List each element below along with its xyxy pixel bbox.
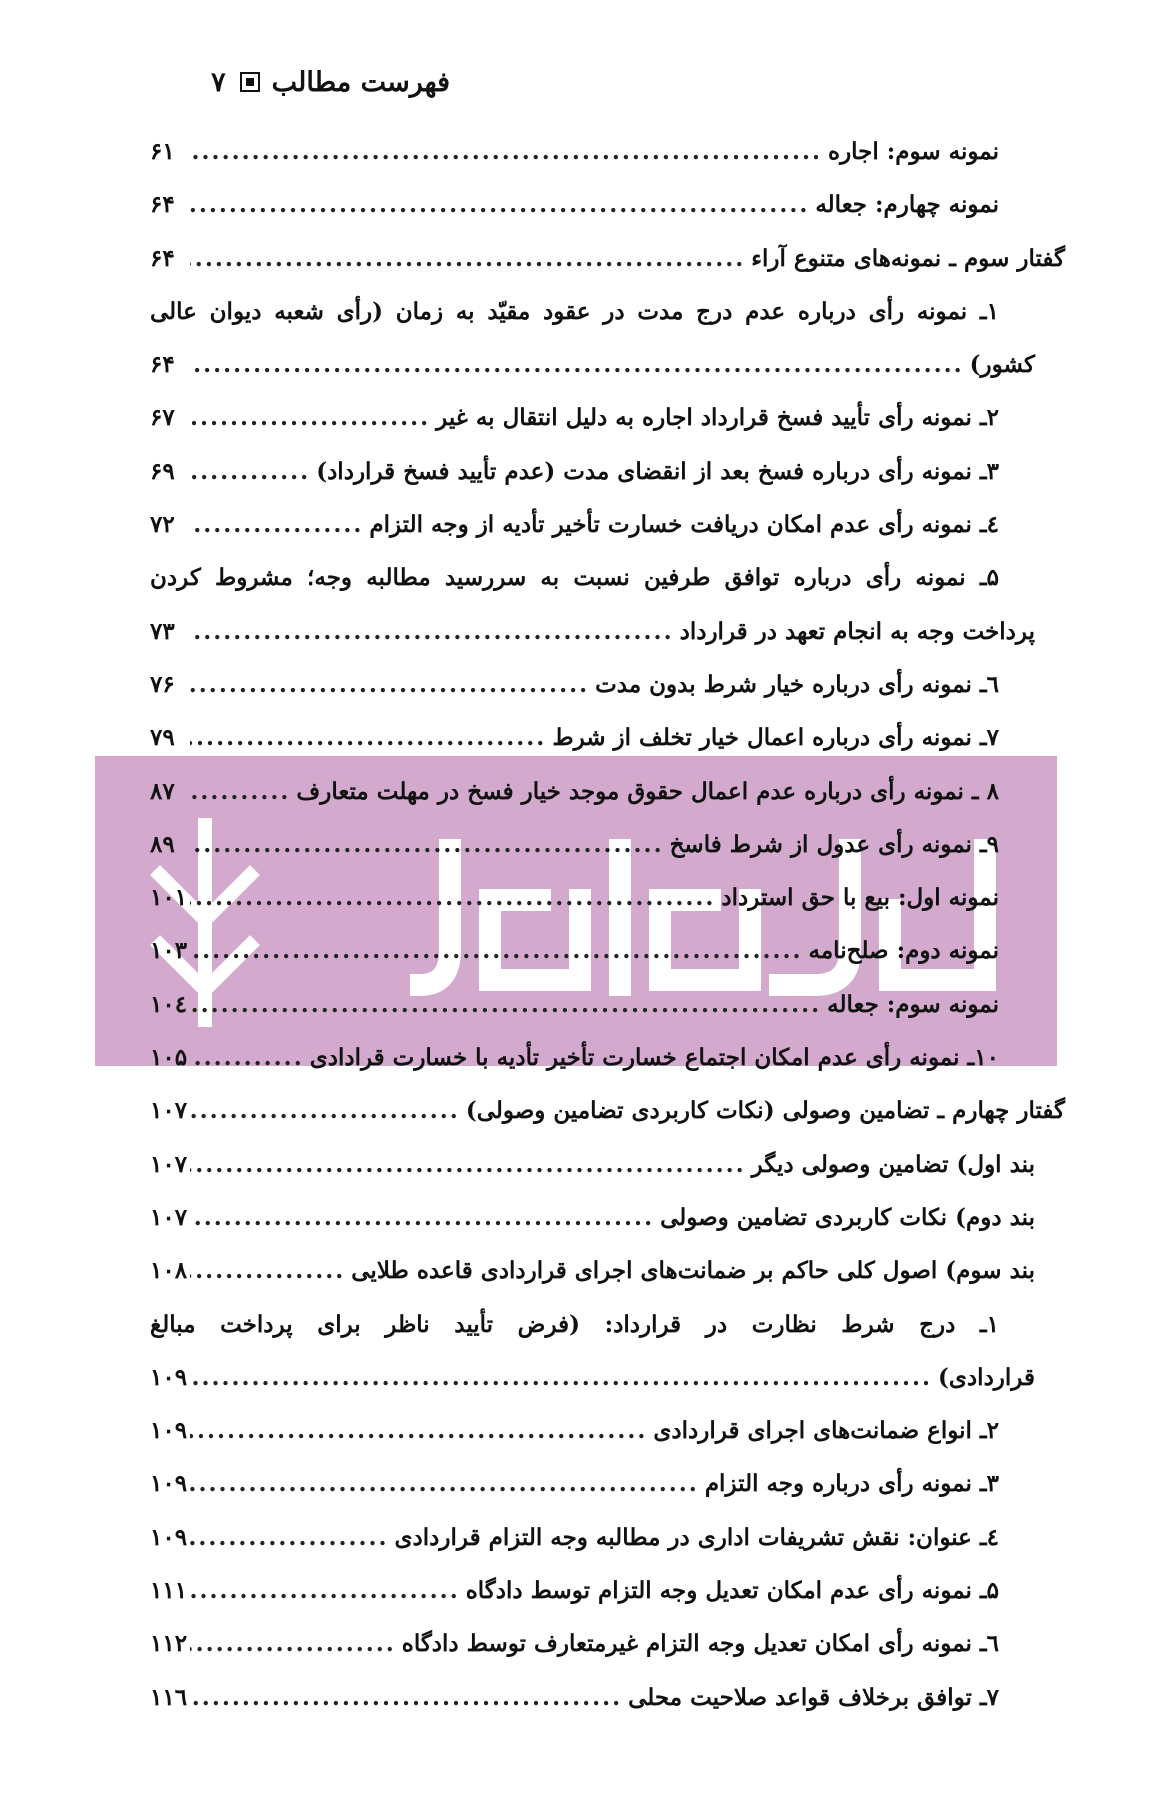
toc-page-number: ۱۰۷ [150, 1203, 188, 1231]
toc-page-number: ۱۰۷ [150, 1150, 188, 1178]
toc-leader-dots [190, 445, 310, 498]
header-page-number: ۷ [211, 66, 226, 98]
toc-leader-dots [190, 871, 715, 924]
toc-leader-dots [190, 1244, 345, 1297]
toc-entry-title: ۳ـ نمونه رأی درباره فسخ بعد از انقضای مدت (عدم تأیید فسخ قرارداد) [316, 457, 999, 485]
toc-leader-dots [190, 1511, 389, 1564]
toc-entry-title: بند سوم) اصول کلی حاکم بر ضمانت‌های اجرای قراردادی قاعده طلایی [351, 1257, 1035, 1285]
toc-entry[interactable] [150, 1244, 1035, 1297]
toc-entry-title: ۷ـ نمونه رأی درباره اعمال خیار تخلف از شرط [552, 724, 999, 752]
toc-entry-title[interactable]: ۱ـ نمونه رأی درباره عدم درج مدت در عقود مقیّد به زمان (رأی شعبه دیوان عالی [150, 297, 999, 325]
toc-page-number: ۱۰۹ [150, 1363, 188, 1391]
toc-page-number: ۱۰۳ [150, 937, 188, 965]
toc-leader-dots [190, 1138, 746, 1191]
toc-leader-dots [190, 765, 290, 818]
toc-entry-title: ۳ـ نمونه رأی درباره وجه التزام [704, 1470, 999, 1498]
toc-entry[interactable] [150, 1511, 1035, 1564]
toc-leader-dots [190, 711, 546, 764]
toc-entry[interactable] [150, 871, 1035, 924]
toc-leader-dots [190, 978, 821, 1031]
toc-entry-continuation: پرداخت وجه به انجام تعهد در قرارداد [679, 617, 1035, 645]
toc-entry-continuation: کشور) [969, 351, 1035, 379]
table-of-contents [150, 125, 1065, 1724]
toc-entry[interactable] [150, 1564, 1035, 1617]
toc-entry-title: ٤ـ عنوان: نقش تشریفات اداری در مطالبه وجه التزام قراردادی [394, 1523, 999, 1551]
toc-leader-dots [190, 924, 803, 977]
toc-leader-dots [190, 1671, 622, 1724]
toc-page-number: ۶۷ [150, 404, 175, 432]
toc-entry-title: ٦ـ نمونه رأی امکان تعدیل وجه التزام غیرمتعارف توسط دادگاه [401, 1630, 999, 1658]
toc-page-number: ۸۹ [150, 830, 175, 858]
toc-entry-title: ۲ـ انواع ضمانت‌های اجرای قراردادی [653, 1417, 999, 1445]
toc-entry-title: ۹ـ نمونه رأی عدول از شرط فاسخ [669, 830, 999, 858]
toc-entry-title: ۵ـ نمونه رأی عدم امکان تعدیل وجه التزام توسط دادگاه [465, 1577, 999, 1605]
toc-entry[interactable] [150, 711, 1035, 764]
toc-entry[interactable] [150, 445, 1035, 498]
toc-leader-dots [190, 1617, 396, 1670]
toc-leader-dots [190, 125, 822, 178]
toc-page-number: ۷۳ [150, 617, 175, 645]
square-bullet-icon [240, 72, 260, 92]
toc-page-number: ۱۱٦ [150, 1683, 188, 1711]
toc-page-number: ۱۰۹ [150, 1417, 188, 1445]
toc-page-number: ۶۴ [150, 191, 175, 219]
toc-entry[interactable] [150, 1671, 1035, 1724]
toc-entry-title: ۷ـ توافق برخلاف قواعد صلاحیت محلی [628, 1683, 999, 1711]
toc-entry-title: بند اول) تضامین وصولی دیگر [751, 1150, 1035, 1178]
toc-entry[interactable] [150, 924, 1035, 977]
toc-page-number: ۱۰۷ [150, 1097, 188, 1125]
toc-entry-title[interactable]: ۵ـ نمونه رأی درباره توافق طرفین نسبت به سررسید مطالبه وجه؛ مشروط کردن [150, 564, 999, 592]
toc-leader-dots [190, 232, 745, 285]
toc-entry-title[interactable]: ۱ـ درج شرط نظارت در قرارداد: (فرض تأیید ناظر برای پرداخت مبالغ [150, 1310, 999, 1338]
toc-entry-title: ٤ـ نمونه رأی عدم امکان دریافت خسارت تأخیر تأدیه از وجه التزام [369, 511, 999, 539]
toc-leader-dots [190, 391, 430, 444]
toc-entry[interactable] [150, 658, 1035, 711]
toc-page-number: ۱۰۵ [150, 1044, 188, 1072]
toc-entry-title: بند دوم) نکات کاربردی تضامین وصولی [660, 1203, 1035, 1231]
toc-entry[interactable] [150, 232, 1065, 285]
toc-page-number: ۶۹ [150, 457, 175, 485]
toc-entry-title: گفتار چهارم ـ تضامین وصولی (نکات کاربردی تضامین وصولی) [465, 1097, 1065, 1125]
page-header [150, 52, 450, 112]
toc-page-number: ۱۰۹ [150, 1470, 188, 1498]
toc-entry[interactable] [150, 1138, 1035, 1191]
toc-leader-dots [190, 1404, 647, 1457]
toc-page-number: ۶۴ [150, 244, 175, 272]
toc-page-number: ۱۰۸ [150, 1257, 188, 1285]
toc-leader-dots [190, 1564, 460, 1617]
toc-page-number: ۱۰٤ [150, 990, 188, 1018]
toc-page-number: ۱۱۱ [150, 1577, 188, 1605]
toc-page-number: ۷۶ [150, 670, 175, 698]
toc-entry-title: گفتار سوم ـ نمونه‌های متنوع آراء [751, 244, 1065, 272]
toc-entry[interactable] [150, 818, 1035, 871]
toc-page-number: ۶۴ [150, 351, 175, 379]
toc-entry-title: ۲ـ نمونه رأی تأیید فسخ قرارداد اجاره به دلیل انتقال به غیر [436, 404, 999, 432]
toc-leader-dots [190, 605, 674, 658]
toc-entry[interactable] [150, 1617, 1035, 1670]
toc-leader-dots [190, 658, 589, 711]
toc-entry[interactable] [150, 1404, 1035, 1457]
toc-entry[interactable] [150, 1457, 1035, 1510]
toc-leader-dots [190, 1457, 699, 1510]
toc-entry[interactable] [150, 338, 1035, 391]
toc-entry[interactable] [150, 1084, 1065, 1137]
toc-entry-title: ۸ ـ نمونه رأی درباره عدم اعمال حقوق موجد خیار فسخ در مهلت متعارف [296, 777, 999, 805]
toc-entry[interactable] [150, 765, 1035, 818]
toc-entry-title: نمونه اول: بیع با حق استرداد [721, 884, 999, 912]
toc-leader-dots [190, 1084, 460, 1137]
toc-entry-title: نمونه چهارم: جعاله [815, 191, 999, 219]
toc-leader-dots [190, 338, 964, 391]
toc-entry[interactable] [150, 1351, 1035, 1404]
toc-leader-dots [190, 1351, 932, 1404]
toc-entry-title: نمونه دوم: صلح‌نامه [808, 937, 999, 965]
toc-page-number: ۱۱۲ [150, 1630, 188, 1658]
toc-leader-dots [190, 1191, 654, 1244]
toc-page-number: ۷۹ [150, 724, 175, 752]
toc-leader-dots [190, 818, 664, 871]
toc-entry-title: نمونه سوم: جعاله [827, 990, 999, 1018]
toc-leader-dots [190, 178, 809, 231]
toc-entry[interactable] [150, 125, 1035, 178]
header-title: فهرست مطالب [271, 66, 450, 98]
toc-leader-dots [190, 498, 363, 551]
toc-leader-dots [190, 1031, 304, 1084]
toc-entry[interactable] [150, 1031, 1035, 1084]
toc-page-number: ۸۷ [150, 777, 175, 805]
toc-page-number: ۱۰۱ [150, 884, 188, 912]
toc-entry[interactable] [150, 498, 1035, 551]
toc-entry[interactable] [150, 178, 1035, 231]
toc-entry-title: ٦ـ نمونه رأی درباره خیار شرط بدون مدت [595, 670, 999, 698]
toc-page-number: ۶۱ [150, 138, 175, 165]
toc-entry-title: ۱۰ـ نمونه رأی عدم امکان اجتماع خسارت تأخیر تأدیه با خسارت قرادادی [309, 1044, 999, 1072]
toc-entry[interactable] [150, 605, 1035, 658]
toc-page-number: ۱۰۹ [150, 1523, 188, 1551]
toc-entry[interactable] [150, 1191, 1035, 1244]
toc-entry[interactable] [150, 978, 1035, 1031]
toc-entry[interactable] [150, 391, 1035, 444]
toc-entry-continuation: قراردادی) [938, 1363, 1035, 1391]
toc-page-number: ۷۲ [150, 511, 175, 539]
toc-entry-title: نمونه سوم: اجاره [828, 138, 999, 165]
